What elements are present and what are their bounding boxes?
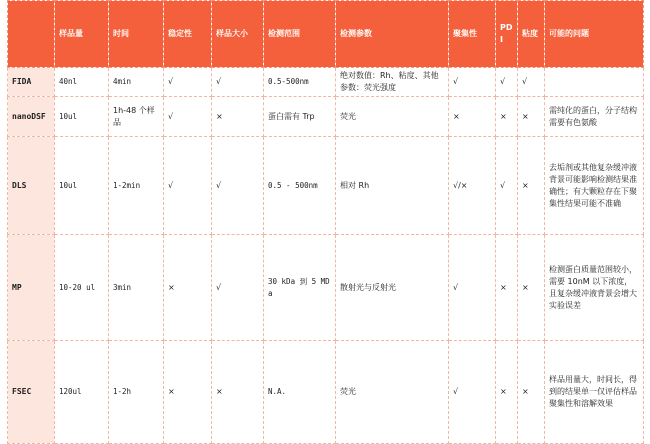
header-row <box>8 1 644 68</box>
cell-stability: √ <box>164 97 212 137</box>
table-row <box>8 235 644 341</box>
header-cell-time: 时间 <box>109 1 164 68</box>
cell-issues: 需纯化的蛋白，分子结构需要有色氨酸 <box>545 97 644 137</box>
header-cell-params: 检测参数 <box>336 1 449 68</box>
cell-aggregation: √ <box>449 235 496 341</box>
cell-issues: 检测蛋白质量范围较小，需要 10nM 以下浓度，且复杂缓冲液背景会增大实验误差 <box>545 235 644 341</box>
cell-time: 1-2min <box>109 137 164 235</box>
cell-aggregation: √/× <box>449 137 496 235</box>
table-row <box>8 97 644 137</box>
header-cell-issues: 可能的问题 <box>545 1 644 68</box>
cell-params: 荧光 <box>336 97 449 137</box>
cell-params: 绝对数值：Rh、粘度、其他参数：荧光强度 <box>336 68 449 97</box>
cell-pdi: × <box>496 341 518 444</box>
cell-sample: 120ul <box>55 341 109 444</box>
row-method: nanoDSF <box>8 97 55 137</box>
cell-size: √ <box>212 68 264 97</box>
cell-pdi: √ <box>496 137 518 235</box>
cell-viscosity: √ <box>518 68 545 97</box>
cell-time: 1h-48 个样品 <box>109 97 164 137</box>
cell-sample: 10ul <box>55 97 109 137</box>
cell-size: √ <box>212 235 264 341</box>
cell-size: × <box>212 341 264 444</box>
row-method: FIDA <box>8 68 55 97</box>
row-method: FSEC <box>8 341 55 444</box>
cell-range: 0.5-500nm <box>264 68 336 97</box>
header-cell-corner <box>8 1 55 68</box>
cell-stability: × <box>164 341 212 444</box>
cell-aggregation: √ <box>449 68 496 97</box>
cell-params: 相对 Rh <box>336 137 449 235</box>
cell-size: × <box>212 97 264 137</box>
cell-sample: 10-20 ul <box>55 235 109 341</box>
cell-params: 散射光与反射光 <box>336 235 449 341</box>
cell-stability: × <box>164 235 212 341</box>
table-row <box>8 137 644 235</box>
table-row <box>8 68 644 97</box>
cell-range: 30 kDa 到 5 MDa <box>264 235 336 341</box>
header-cell-viscosity: 粘度 <box>518 1 545 68</box>
cell-range: 蛋白需有 Trp <box>264 97 336 137</box>
header-cell-aggregation: 聚集性 <box>449 1 496 68</box>
cell-pdi: √ <box>496 68 518 97</box>
cell-time: 3min <box>109 235 164 341</box>
cell-sample: 40nl <box>55 68 109 97</box>
table-row <box>8 341 644 444</box>
row-method: MP <box>8 235 55 341</box>
row-method: DLS <box>8 137 55 235</box>
cell-issues: 去垢剂或其他复杂缓冲液背景可能影响检测结果准确性；有大颗粒存在下聚集性结果可能不准确 <box>545 137 644 235</box>
header-cell-size: 样品大小 <box>212 1 264 68</box>
cell-range: 0.5 - 500nm <box>264 137 336 235</box>
header-cell-pdi: PDI <box>496 1 518 68</box>
cell-stability: √ <box>164 68 212 97</box>
cell-issues <box>545 68 644 97</box>
cell-pdi: × <box>496 97 518 137</box>
cell-sample: 10ul <box>55 137 109 235</box>
cell-issues: 样品用量大，时间长，得到的结果单一仅评估样品聚集性和溶解效果 <box>545 341 644 444</box>
cell-viscosity: × <box>518 235 545 341</box>
cell-stability: √ <box>164 137 212 235</box>
cell-params: 荧光 <box>336 341 449 444</box>
cell-viscosity: × <box>518 137 545 235</box>
comparison-table <box>7 0 644 444</box>
cell-range: N.A. <box>264 341 336 444</box>
cell-viscosity: × <box>518 97 545 137</box>
cell-aggregation: √ <box>449 341 496 444</box>
cell-aggregation: × <box>449 97 496 137</box>
cell-pdi: × <box>496 235 518 341</box>
header-cell-stability: 稳定性 <box>164 1 212 68</box>
header-cell-range: 检测范围 <box>264 1 336 68</box>
cell-size: √ <box>212 137 264 235</box>
cell-viscosity: × <box>518 341 545 444</box>
cell-time: 4min <box>109 68 164 97</box>
header-cell-sample: 样品量 <box>55 1 109 68</box>
cell-time: 1-2h <box>109 341 164 444</box>
